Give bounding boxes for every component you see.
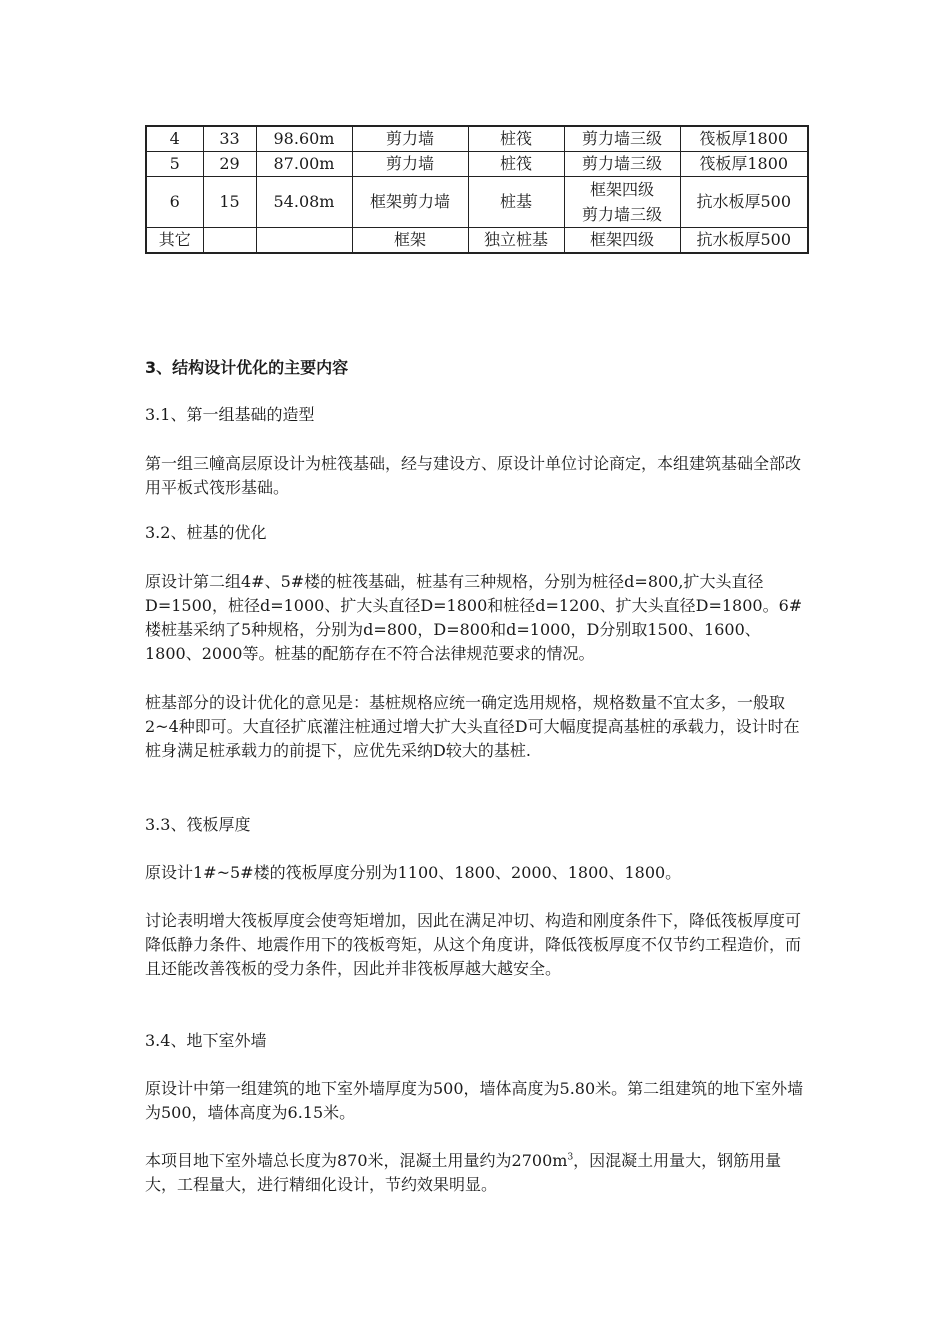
subsection-heading: 3.2、桩基的优化 xyxy=(145,523,267,542)
table-cell: 筏板厚1800 xyxy=(680,152,808,177)
table-cell: 5 xyxy=(146,152,203,177)
table-row xyxy=(146,228,808,254)
table-cell: 桩筏 xyxy=(468,126,564,152)
building-spec-table xyxy=(145,125,809,254)
table-cell xyxy=(256,228,352,254)
table-row xyxy=(146,177,808,228)
table-cell: 独立桩基 xyxy=(468,228,564,254)
table-cell: 54.08m xyxy=(256,177,352,228)
table-cell: 98.60m xyxy=(256,126,352,152)
superscript: 3 xyxy=(567,1152,574,1163)
table-cell: 剪力墙三级 xyxy=(564,152,680,177)
paragraph xyxy=(145,1149,810,1197)
subsection-heading: 3.4、地下室外墙 xyxy=(145,1031,267,1050)
table-cell: 抗水板厚500 xyxy=(680,228,808,254)
table-cell: 框架剪力墙 xyxy=(352,177,468,228)
table-row xyxy=(146,152,808,177)
paragraph: 原设计1#~5#楼的筏板厚度分别为1100、1800、2000、1800、1800。 xyxy=(145,863,682,882)
subsection-heading: 3.1、第一组基础的造型 xyxy=(145,405,315,424)
table-cell: 筏板厚1800 xyxy=(680,126,808,152)
table-row xyxy=(146,126,808,152)
paragraph-text: 本项目地下室外墙总长度为870米，混凝土用量约为2700m xyxy=(145,1151,568,1170)
table-cell-line: 框架四级 xyxy=(589,180,654,199)
table-cell-line: 剪力墙三级 xyxy=(581,205,662,224)
table-cell: 15 xyxy=(203,177,256,228)
section-title: 3、结构设计优化的主要内容 xyxy=(145,358,349,377)
table-cell: 4 xyxy=(146,126,203,152)
table-cell: 其它 xyxy=(146,228,203,254)
paragraph: 第一组三幢高层原设计为桩筏基础，经与建设方、原设计单位讨论商定，本组建筑基础全部改用平板式筏形基础。 xyxy=(145,454,802,497)
table-cell: 框架 xyxy=(352,228,468,254)
subsection-heading: 3.3、筏板厚度 xyxy=(145,815,251,834)
table-cell: 抗水板厚500 xyxy=(680,177,808,228)
paragraph-text: ，因混凝土用量大，钢筋用量大，工程量大，进行精细化设计，节约效果明显。 xyxy=(145,1151,782,1194)
table-cell: 桩基 xyxy=(468,177,564,228)
table-cell: 6 xyxy=(146,177,203,228)
table-cell: 剪力墙三级 xyxy=(564,126,680,152)
paragraph: 原设计第二组4#、5#楼的桩筏基础，桩基有三种规格，分别为桩径d=800,扩大头直径D=1500，桩径d=1000、扩大头直径D=1800和桩径d=1200、扩大头直径D=1800。6#楼桩基采纳了5种规格，分别为d=800，D=800和d=1000，D分别取1500、1600、1800、2000等。桩基的配筋存在不符合法律规范要求的情况。 xyxy=(145,572,803,663)
table-cell xyxy=(564,177,680,228)
table-cell xyxy=(203,228,256,254)
table-cell: 框架四级 xyxy=(564,228,680,254)
paragraph: 原设计中第一组建筑的地下室外墙厚度为500，墙体高度为5.80米。第二组建筑的地下室外墙为500，墙体高度为6.15米。 xyxy=(145,1079,804,1122)
table-cell: 33 xyxy=(203,126,256,152)
table-cell: 剪力墙 xyxy=(352,152,468,177)
table-cell: 剪力墙 xyxy=(352,126,468,152)
paragraph: 讨论表明增大筏板厚度会使弯矩增加，因此在满足冲切、构造和刚度条件下，降低筏板厚度可降低静力条件、地震作用下的筏板弯矩，从这个角度讲，降低筏板厚度不仅节约工程造价，而且还能改善筏板的受力条件，因此并非筏板厚越大越安全。 xyxy=(145,911,802,978)
table-cell: 87.00m xyxy=(256,152,352,177)
table-cell: 桩筏 xyxy=(468,152,564,177)
table-cell: 29 xyxy=(203,152,256,177)
paragraph: 桩基部分的设计优化的意见是：基桩规格应统一确定选用规格，规格数量不宜太多，一般取2~4种即可。大直径扩底灌注桩通过增大扩大头直径D可大幅度提高基桩的承载力，设计时在桩身满足桩承载力的前提下，应优先采纳D较大的基桩. xyxy=(145,693,800,760)
